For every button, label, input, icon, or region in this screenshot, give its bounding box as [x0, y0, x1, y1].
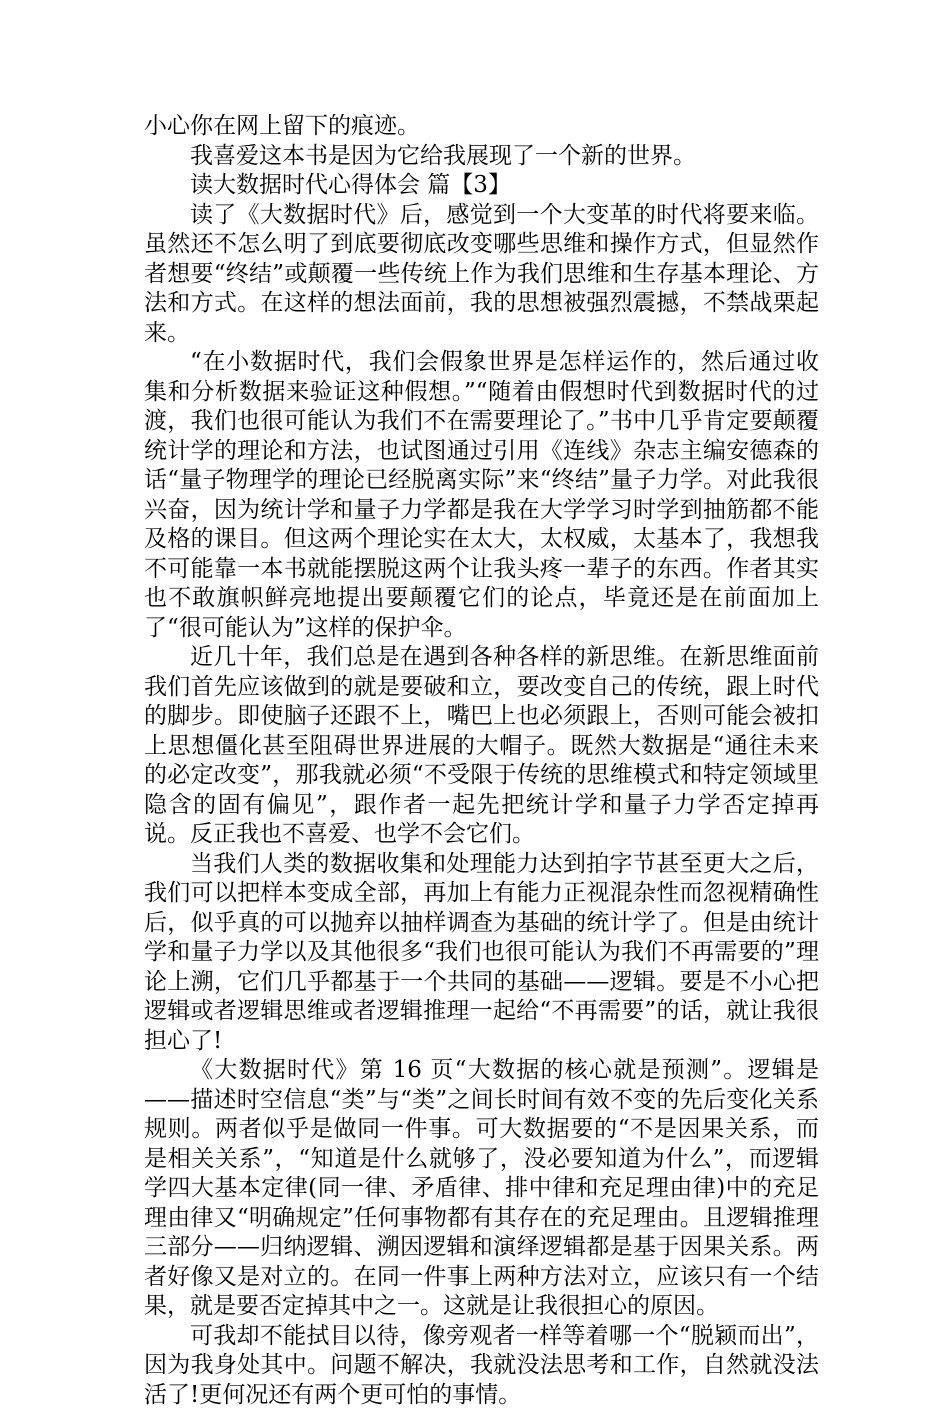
document-body — [144, 112, 819, 1410]
paragraph: 《大数据时代》第 16 页“大数据的核心就是预测”。逻辑是——描述时空信息“类”与“类”之间长时间有效不变的先后变化关系规则。两者似乎是做同一件事。可大数据要的“不是因果关系，而是相关关系”，“知道是什么就够了，没必要知道为什么”，而逻辑学四大基本定律(同一律、矛盾律、排中律和充足理由律)中的充足理由律又“明确规定”任何事物都有其存在的充足理由。且逻辑推理三部分——归纳逻辑、溯因逻辑和演绎逻辑都是基于因果关系。两者好像又是对立的。在同一件事上两种方法对立，应该只有一个结果，就是要否定掉其中之一。这就是让我很担心的原因。 — [144, 1056, 819, 1322]
section-heading: 读大数据时代心得体会 篇【3】 — [144, 171, 819, 201]
paragraph: 可我却不能拭目以待，像旁观者一样等着哪一个“脱颖而出”，因为我身处其中。问题不解决，我就没法思考和工作，自然就没法活了!更何况还有两个更可怕的事情。 — [144, 1322, 819, 1410]
paragraph: 近几十年，我们总是在遇到各种各样的新思维。在新思维面前我们首先应该做到的就是要破和立，要改变自己的传统，跟上时代的脚步。即使脑子还跟不上，嘴巴上也必须跟上，否则可能会被扣上思想僵化甚至阻碍世界进展的大帽子。既然大数据是“通往未来的必定改变”，那我就必须“不受限于传统的思维模式和特定领域里隐含的固有偏见”，跟作者一起先把统计学和量子力学否定掉再说。反正我也不喜爱、也学不会它们。 — [144, 643, 819, 850]
paragraph: “在小数据时代，我们会假象世界是怎样运作的，然后通过收集和分析数据来验证这种假想。”“随着由假想时代到数据时代的过渡，我们也很可能认为我们不在需要理论了。”书中几乎肯定要颠覆统计学的理论和方法，也试图通过引用《连线》杂志主编安德森的话“量子物理学的理论已经脱离实际”来“终结”量子力学。对此我很兴奋，因为统计学和量子力学都是我在大学学习时学到抽筋都不能及格的课目。但这两个理论实在太大，太权威，太基本了，我想我不可能靠一本书就能摆脱这两个让我头疼一辈子的东西。作者其实也不敢旗帜鲜亮地提出要颠覆它们的论点，毕竟还是在前面加上了“很可能认为”这样的保护伞。 — [144, 348, 819, 643]
paragraph: 读了《大数据时代》后，感觉到一个大变革的时代将要来临。虽然还不怎么明了到底要彻底改变哪些思维和操作方式，但显然作者想要“终结”或颠覆一些传统上作为我们思维和生存基本理论、方法和方式。在这样的想法面前，我的思想被强烈震撼，不禁战栗起来。 — [144, 201, 819, 349]
paragraph: 我喜爱这本书是因为它给我展现了一个新的世界。 — [144, 142, 819, 172]
paragraph: 当我们人类的数据收集和处理能力达到拍字节甚至更大之后，我们可以把样本变成全部，再加上有能力正视混杂性而忽视精确性后，似乎真的可以抛弃以抽样调查为基础的统计学了。但是由统计学和量子力学以及其他很多“我们也很可能认为我们不再需要的”理论上溯，它们几乎都基于一个共同的基础——逻辑。要是不小心把逻辑或者逻辑思维或者逻辑推理一起给“不再需要”的话，就让我很担心了! — [144, 850, 819, 1057]
paragraph-continuation: 小心你在网上留下的痕迹。 — [144, 112, 819, 142]
